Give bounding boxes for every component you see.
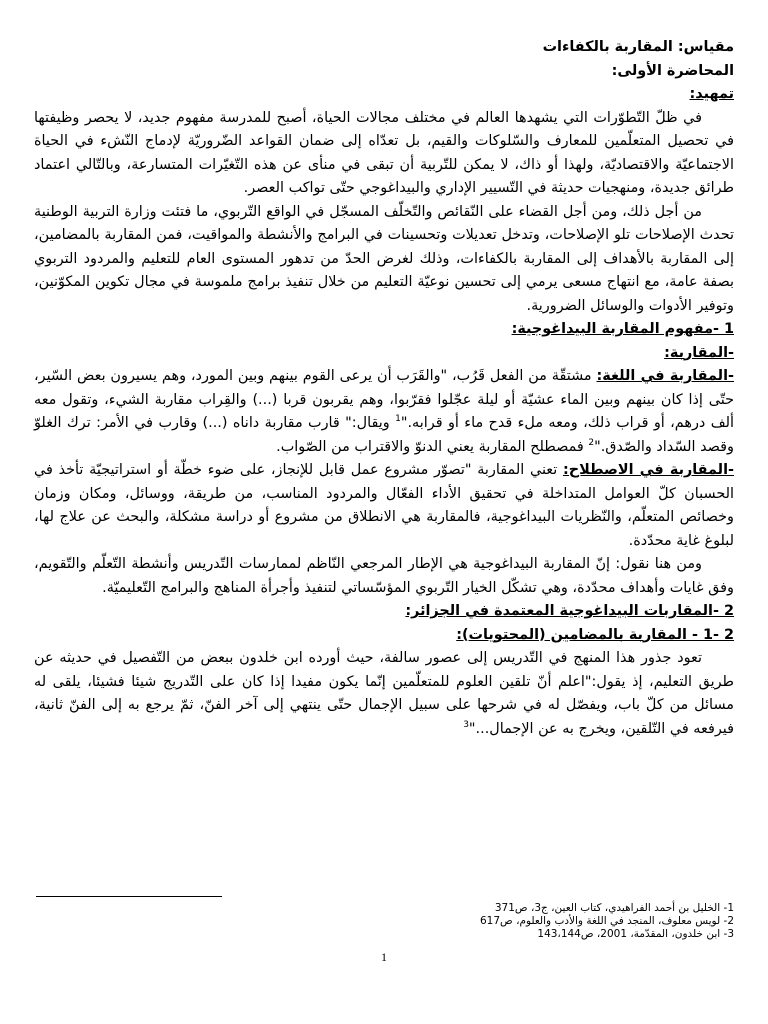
document-body xyxy=(34,36,734,741)
section-2-heading: 2 -المقاربات البيداغوجية المعتمدة في الجزائر: xyxy=(405,603,734,619)
language-definition-label: -المقاربة في اللغة: xyxy=(596,368,734,384)
language-definition-text-3: فمصطلح المقاربة يعني الدنوّ والاقتراب من الصّواب. xyxy=(276,438,589,455)
intro-heading: تمهيد: xyxy=(689,86,734,102)
language-definition-text: مشتقّة من الفعل قَرُب، "والقَرَب أن يرعى القوم بينهم وبين المورد، وهم يسيرون بعض السّير، حتّى إذا كان بينهم وبين الماء عشيّة أو ليلة عجّلوا فقرّبوا، وهم يقربون قربا (...) والقِراب مقاربة الشيء، وتقول معه ألف درهم، أو قراب ذلك، ومعه ملء قدح ماء أو قرابه." xyxy=(34,368,734,431)
footnote-2: 2- لويس معلوف، المنجد في اللغة والأدب والعلوم، ص617 xyxy=(480,915,734,927)
content-approach-paragraph xyxy=(34,647,734,741)
section-1-subheading: -المقاربة: xyxy=(664,344,734,361)
footnote-ref-2: 2 xyxy=(588,437,595,448)
footnote-3: 3- ابن خلدون، المقدّمة، 2001، ص143،144 xyxy=(537,928,734,940)
intro-paragraph-1: في ظلّ التّطوّرات التي يشهدها العالم في مختلف مجالات الحياة، أصبح للمدرسة مفهوم جديد، لا يحصر وظيفتها في تحصيل المتعلّمين للمعارف والسّلوكات والقيم، بل تعدّاه إلى ضمان القواعد الضّروريّة لإدماج النّشء في الحياة الاجتماعيّة والاقتصاديّة، ولهذا أو ذاك، لا يمكن للتّربية أن تبقى في منأى عن هذه التّغيّرات المتسارعة، وبالتّالي اعتماد طرائق جديدة، ومنهجيات حديثة في التّسيير الإداري والبيداغوجي حتّى تواكب العصر. xyxy=(34,109,734,196)
intro-paragraph-2: من أجل ذلك، ومن أجل القضاء على النّقائص والتّخلّف المسجّل في الواقع التّربوي، ما فتئت وزارة التربية الوطنية تحدث الإصلاحات تلو الإصلاحات، وتدخل تعديلات وتحسينات في البرامج والأنشطة والمواقيت، فمن المقاربة بالمضامين، إلى المقاربة بالأهداف إلى المقاربة بالكفاءات، وذلك لغرض الحدّ من تدهور المستوى العام للتعليم والمردود التربوي بصفة عامة، مع انتهاج مسعى يرمي إلى تحسين نوعيّة التعليم من خلال تنفيذ برامج ملموسة في مجال تكوين المكوّنين، وتوفير الأدوات والوسائل الضرورية. xyxy=(34,203,734,314)
pedagogical-approach-paragraph: ومن هنا نقول: إنّ المقاربة البيداغوجية هي الإطار المرجعي النّاظم لممارسات التّدريس وأنشطة التّعلّم والتّقويم، وفق غايات وأهداف محدّدة، وهي تشكّل الخيار التّربوي المؤسّساتي لتنفيذ وأجرأة المناهج والبرامج التّعليميّة. xyxy=(34,556,734,596)
footnotes xyxy=(34,902,734,941)
section-2-1-heading: 2 -1 - المقاربة بالمضامين (المحتويات): xyxy=(456,626,734,643)
language-definition xyxy=(34,365,734,459)
language-definition-text-2: ويقال:" قارب مقاربة داناه (...) وقارب في الأمر: ترك الغلوّ وقصد السّداد والصّدق." xyxy=(34,415,734,455)
footnote-ref-3: 3 xyxy=(463,719,469,730)
footnote-1: 1- الخليل بن أحمد الفراهيدي، كتاب العين، ج3، ص371 xyxy=(494,902,734,914)
course-title: مقياس: المقاربة بالكفاءات xyxy=(542,39,734,55)
footnote-ref-1: 1 xyxy=(395,414,401,425)
page-number: 1 xyxy=(381,950,387,964)
footnote-divider xyxy=(36,896,222,897)
term-definition-label: -المقاربة في الاصطلاح: xyxy=(562,462,734,478)
section-1-heading-text: 1 -مفهوم المقاربة البيداغوجية: xyxy=(511,321,734,337)
content-approach-text: تعود جذور هذا المنهج في التّدريس إلى عصور سالفة، حيث أورده ابن خلدون ببعض من التّفصيل في حديثه عن طريق التعليم، إذ يقول:"اعلم أنّ تلقين العلوم للمتعلّمين إنّما يكون مفيدا إذا كان على التّدريج شيئا فشيئا، يلقى له مسائل من كلّ باب، ويفصّل له في شرحها على سبيل الإجمال حتّى ينتهي إلى آخر الفنّ، ثمّ يرجع به إلى الفنّ ثانية، فيرفعه في التّلقين، ويخرج به عن الإجمال..." xyxy=(34,650,734,737)
section-1-heading xyxy=(34,318,734,342)
term-definition xyxy=(34,459,734,553)
lecture-title: المحاضرة الأولى: xyxy=(611,62,734,79)
term-definition-text: تعني المقاربة "تصوّر مشروع عمل قابل للإنجاز، على ضوء خطّة أو استراتيجيّة تأخذ في الحسبان كلّ العوامل المتداخلة في تحقيق الأداء الفعّال والمردود المناسب، من طريقة، ووسائل، ومكان وزمان وخصائص المتعلّم، والنّظريات البيداغوجية، فالمقاربة هي الانطلاق من مشروع أو دراسة مشكلة، والبحث عن علاج لها، لبلوغ غاية محدّدة. xyxy=(34,462,734,549)
